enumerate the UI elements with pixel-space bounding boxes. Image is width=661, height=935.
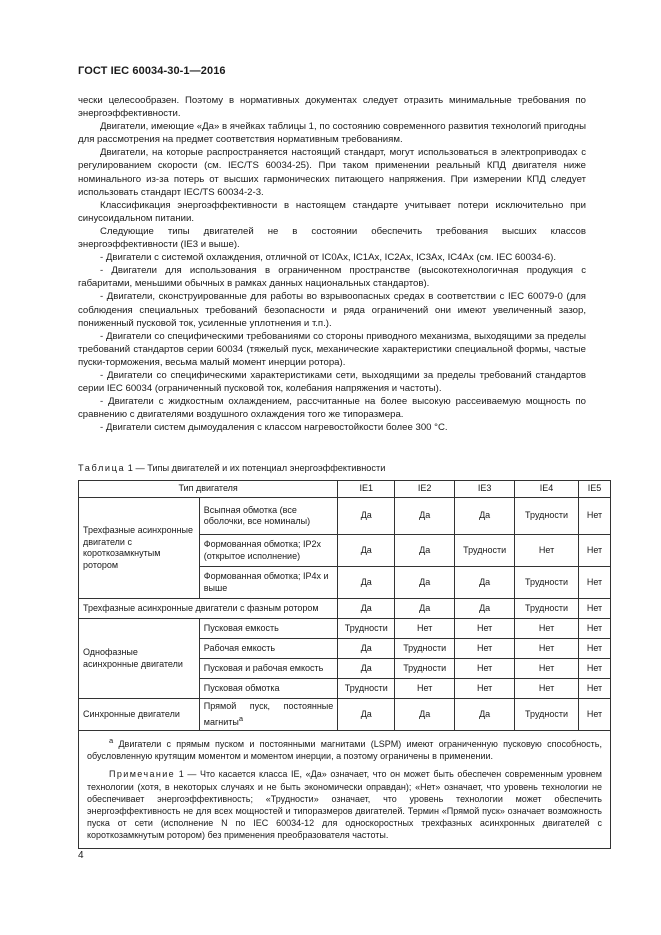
ie2-cell: Нет [395, 679, 455, 699]
ie4-cell: Нет [515, 659, 579, 679]
motor-types-table [78, 480, 611, 849]
header-ie5: IE5 [579, 481, 611, 498]
page-number: 4 [78, 850, 84, 861]
ie3-cell: Да [455, 567, 515, 599]
paragraph: чески целесообразен. Поэтому в нормативных документах следует отразить минимальные требования по энергоэффективности. [78, 95, 586, 120]
subtype-cell: Формованная обмотка; IP4x и выше [199, 567, 338, 599]
ie3-cell: Трудности [455, 535, 515, 567]
ie2-cell: Да [395, 599, 455, 619]
ie5-cell: Нет [579, 535, 611, 567]
list-item: - Двигатели, сконструированные для работы во взрывоопасных средах в соответствии с IEC 60079-0 (для соблюдения специальных требований безопасности и ряда ограничений они имеют увеличенный зазор, пониженный пусковой ток, усиленные уплотнения и т.п.). [78, 291, 586, 329]
ie4-cell: Трудности [515, 599, 579, 619]
ie5-cell: Нет [579, 699, 611, 731]
table-header-row [79, 481, 611, 498]
subtype-cell: Пусковая емкость [199, 619, 338, 639]
ie1-cell: Да [338, 567, 395, 599]
table-caption-text: 1 — Типы двигателей и их потенциал энергоэффективности [125, 463, 386, 473]
ie4-cell: Нет [515, 679, 579, 699]
ie5-cell: Нет [579, 567, 611, 599]
group-label: Трехфазные асинхронные двигатели с короткозамкнутым ротором [79, 498, 200, 599]
table-row [79, 619, 611, 639]
ie1-cell: Да [338, 639, 395, 659]
subtype-cell: Всыпная обмотка (все оболочки, все номиналы) [199, 498, 338, 535]
table-caption-label: Таблица [78, 463, 126, 473]
ie4-cell: Нет [515, 639, 579, 659]
document-header: ГОСТ IEC 60034-30-1—2016 [78, 65, 226, 77]
ie4-cell: Нет [515, 535, 579, 567]
header-ie4: IE4 [515, 481, 579, 498]
ie3-cell: Нет [455, 619, 515, 639]
ie2-cell: Трудности [395, 639, 455, 659]
ie2-cell: Да [395, 498, 455, 535]
header-ie2: IE2 [395, 481, 455, 498]
table-notes-row [79, 731, 611, 849]
ie2-cell: Да [395, 567, 455, 599]
ie1-cell: Трудности [338, 619, 395, 639]
ie5-cell: Нет [579, 619, 611, 639]
footnote-mark: а [109, 736, 114, 745]
table-row [79, 498, 611, 535]
ie5-cell: Нет [579, 679, 611, 699]
ie1-cell: Да [338, 699, 395, 731]
group-label: Синхронные двигатели [79, 699, 200, 731]
ie1-cell: Да [338, 535, 395, 567]
ie1-cell: Да [338, 498, 395, 535]
subtype-cell: Пусковая обмотка [199, 679, 338, 699]
subtype-cell: Рабочая емкость [199, 639, 338, 659]
ie3-cell: Нет [455, 639, 515, 659]
subtype-cell: Формованная обмотка; IP2x (открытое исполнение) [199, 535, 338, 567]
ie2-cell: Да [395, 699, 455, 731]
paragraph: Двигатели, на которые распространяется настоящий стандарт, могут использоваться в электроприводах с регулированием скорости (см. IEC/TS 60034-25). При таком применении реальный КПД двигателя ниже номинального из-за потерь от высших гармонических питающего напряжения. При измерении КПД следует использовать стандарт IEC/TS 60034-2-3. [78, 147, 586, 198]
list-item: - Двигатели с системой охлаждения, отличной от IC0Ax, IC1Ax, IC2Ax, IC3Ax, IC4Ax (см. IEC 60034-6). [100, 252, 557, 264]
ie5-cell: Нет [579, 659, 611, 679]
ie2-cell: Трудности [395, 659, 455, 679]
table-row [79, 599, 611, 619]
table-row [79, 699, 611, 731]
ie2-cell: Нет [395, 619, 455, 639]
list-item: - Двигатели со специфическими требованиями со стороны приводного механизма, выходящими за пределы требований стандартов серии 60034 (тяжелый пуск, механические характеристики специальной формы, частые пуски-торможения, весьма малый момент инерции ротора). [78, 330, 586, 368]
ie3-cell: Да [455, 599, 515, 619]
ie3-cell: Да [455, 498, 515, 535]
ie4-cell: Трудности [515, 567, 579, 599]
footnote-text: Двигатели с прямым пуском и постоянными магнитами (LSPM) имеют ограниченную пусковую способность, обусловленную крутящим моментом и моментом инерции, а поэтому ограничены в применении. [87, 739, 602, 762]
subtype-cell [199, 699, 338, 731]
table-caption [78, 463, 385, 473]
ie5-cell: Нет [579, 639, 611, 659]
body-text [78, 94, 586, 434]
list-item: - Двигатели для использования в ограниченном пространстве (высокотехнологичная продукция с габаритами, меньшими обычных в рамках данных национальных стандартов). [78, 265, 586, 290]
table-footnote [87, 735, 602, 762]
ie5-cell: Нет [579, 599, 611, 619]
note-text: 1 — Что касается класса IE, «Да» означает, что он может быть обеспечен современным уровнем технологии (хотя, в некоторых случаях и не быть экономически оправдан); «Нет» означает, что уровень технологии не обеспечивает энергоэффективность; «Трудности» означает, что уровень технологии может обеспечить энергоэффективность не для всех мощностей и типоразмеров двигателей. Термин «Прямой пуск» означает возможность пуска от сети (исполнение N по IEC 60034-12 для односкоростных трехфазных асинхронных двигателей с короткозамкнутым ротором) без применения преобразователя частоты. [87, 769, 602, 841]
header-ie1: IE1 [338, 481, 395, 498]
note-label: Примечание [109, 769, 176, 780]
ie4-cell: Нет [515, 619, 579, 639]
ie5-cell: Нет [579, 498, 611, 535]
paragraph: Следующие типы двигателей не в состоянии обеспечить требования высших классов энергоэффективности (IE3 и выше). [78, 225, 586, 251]
list-item: - Двигатели систем дымоудаления с классом нагревостойкости более 300 °С. [100, 422, 448, 434]
ie2-cell: Да [395, 535, 455, 567]
ie1-cell: Да [338, 599, 395, 619]
ie3-cell: Нет [455, 679, 515, 699]
ie4-cell: Трудности [515, 699, 579, 731]
ie1-cell: Трудности [338, 679, 395, 699]
table-note [87, 768, 602, 841]
ie3-cell: Нет [455, 659, 515, 679]
ie4-cell: Трудности [515, 498, 579, 535]
list-item: - Двигатели со специфическими характеристиками сети, выходящими за пределы требований стандартов серии IEC 60034 (ограниченный пусковой ток, колебания напряжения и частоты). [78, 369, 586, 395]
footnote-ref: а [238, 713, 244, 723]
ie3-cell: Да [455, 699, 515, 731]
group-label: Трехфазные асинхронные двигатели с фазным ротором [79, 599, 338, 619]
subtype-text: Прямой пуск, постоянные магниты [203, 701, 334, 727]
paragraph: Классификация энергоэффективности в настоящем стандарте учитывает потери исключительно при синусоидальном питании. [78, 199, 586, 224]
header-type: Тип двигателя [79, 481, 338, 498]
header-ie3: IE3 [455, 481, 515, 498]
list-item: - Двигатели с жидкостным охлаждением, рассчитанные на более высокую рассеиваемую мощность по сравнению с двигателями воздушного охлаждения того же типоразмера. [78, 396, 586, 421]
group-label: Однофазные асинхронные двигатели [79, 619, 200, 699]
subtype-cell: Пусковая и рабочая емкость [199, 659, 338, 679]
paragraph: Двигатели, имеющие «Да» в ячейках таблицы 1, по состоянию современного развития технологий пригодны для рассмотрения на предмет соответствия нормативным требованиям. [78, 121, 586, 146]
ie1-cell: Да [338, 659, 395, 679]
table-notes [79, 731, 611, 849]
